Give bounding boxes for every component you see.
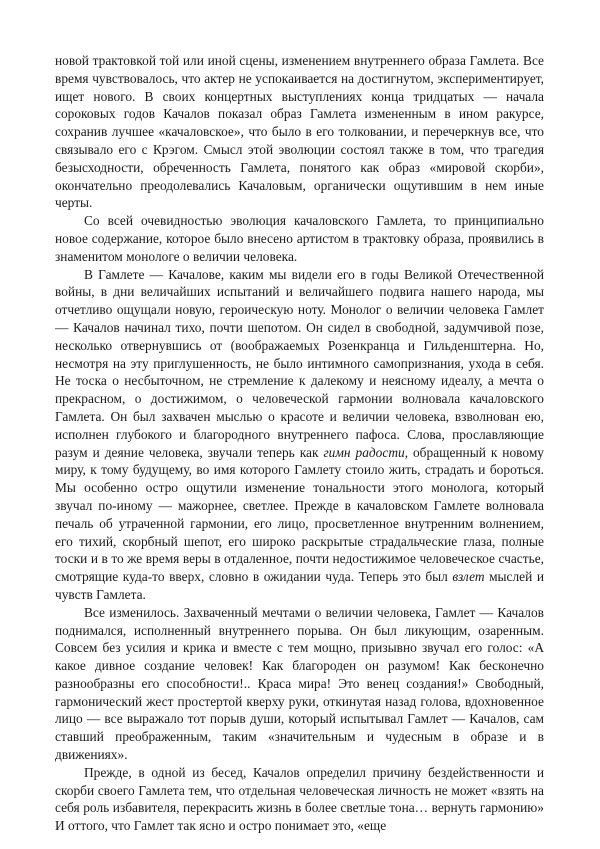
italic-phrase: взлет bbox=[452, 569, 485, 585]
italic-phrase: гимн радости bbox=[323, 444, 405, 460]
paragraph bbox=[55, 764, 544, 835]
text-segment: В Гамлете — Качалове, каким мы видели его в годы Великой Отечественной войны, в дни величайших испытаний и величайшего подвига нашего народа, мы отчетливо ощущали новую, героическую ноту. Монолог о величии человека Гамлет — Качалов начинал тихо, почти шепотом. Он сидел в свободной, задумчивой позе, несколько отвернувшись от (воображаемых Розенкранца и Гильденштерна. Но, несмотря на эту приглушенность, не было интимного самопризнания, ухода в себя. Не тоска о несбыточном, не стремление к далекому и неясному идеалу, а мечта о прекрасном, о достижимом, о человеческой гармонии волновала качаловского Гамлета. Он был захвачен мыслью о красоте и величии человека, взволнован ею, исполнен глубокого и благородного внутреннего пафоса. Слова, прославляющие разум и деяние человека, звучали теперь как bbox=[55, 266, 544, 460]
text-segment: новой трактовкой той или иной сцены, изменением внутреннего образа Гамлета. Все время чувствовалось, что актер не успокаивается на достигнутом, экспериментирует, ищет нового. В своих концертных выступлениях конца тридцатых — начала сороковых годов Качалов показал образ Гамлета измененным в ином ракурсе, сохранив лучшее «качаловское», что было в его толковании, и перечеркнув все, что связывало его с Крэгом. Смысл этой эволюции состоял также в том, что трагедия безысходности, обреченность Гамлета, понятого как образ «мировой скорби», окончательно преодолевались Качаловым, органически ощутившим в нем иные черты. bbox=[55, 53, 544, 211]
paragraph bbox=[55, 266, 544, 604]
text-segment: Прежде, в одной из бесед, Качалов определил причину бездейственности и скорби своего Гамлета тем, что отдельная человеческая личность не может «взять на себя роль избавителя, перекрасить жизнь в более светлые тона… вернуть гармонию» И оттого, что Гамлет так ясно и остро понимает это, «еще bbox=[55, 764, 544, 834]
text-segment: Все изменилось. Захваченный мечтами о величии человека, Гамлет — Качалов поднимался, исполненный внутреннего порыва. Он был ликующим, озаренным. Совсем без усилия и крика и вместе с тем мощно, призывно звучал его голос: «А какое дивное создание человек! Как благороден он разумом! Как бесконечно разнообразны его способности!.. Краса мира! Это венец создания!» Свободный, гармонический жест простертой кверху руки, откинутая назад голова, вдохновенное лицо — все выражало тот порыв души, который испытывал Гамлет — Качалов, сам ставший преображенным, таким «значительным и чудесным в образе и в движениях». bbox=[55, 604, 544, 763]
paragraph bbox=[55, 212, 544, 265]
text-segment: мыслей и чувств Гамлета. bbox=[55, 569, 544, 602]
text-segment: Со всей очевидностью эволюция качаловского Гамлета, то принципиально новое содержание, которое было внесено артистом в трактовку образа, проявились в знаменитом монологе о величии человека. bbox=[55, 213, 544, 264]
paragraph bbox=[55, 52, 544, 212]
text-segment: , обращенный к новому миру, к тому будущему, во имя которого Гамлету стоило жить, страдать и бороться. Мы особенно остро ощутили изменение тональности этого монолога, который звучал по-иному — мажорнее, светлее. Прежде в качаловском Гамлете волновала печаль об утраченной гармонии, его лицо, просветленное внутренним волнением, его тихий, скорбный шепот, его широко раскрытые страдальческие глаза, полные тоски и в то же время веры в отдаленное, почти недостижимое человеческое счастье, смотрящие куда-то вверх, словно в ожидании чуда. Теперь это был bbox=[55, 444, 544, 585]
paragraph bbox=[55, 604, 544, 764]
document-page bbox=[55, 52, 544, 835]
